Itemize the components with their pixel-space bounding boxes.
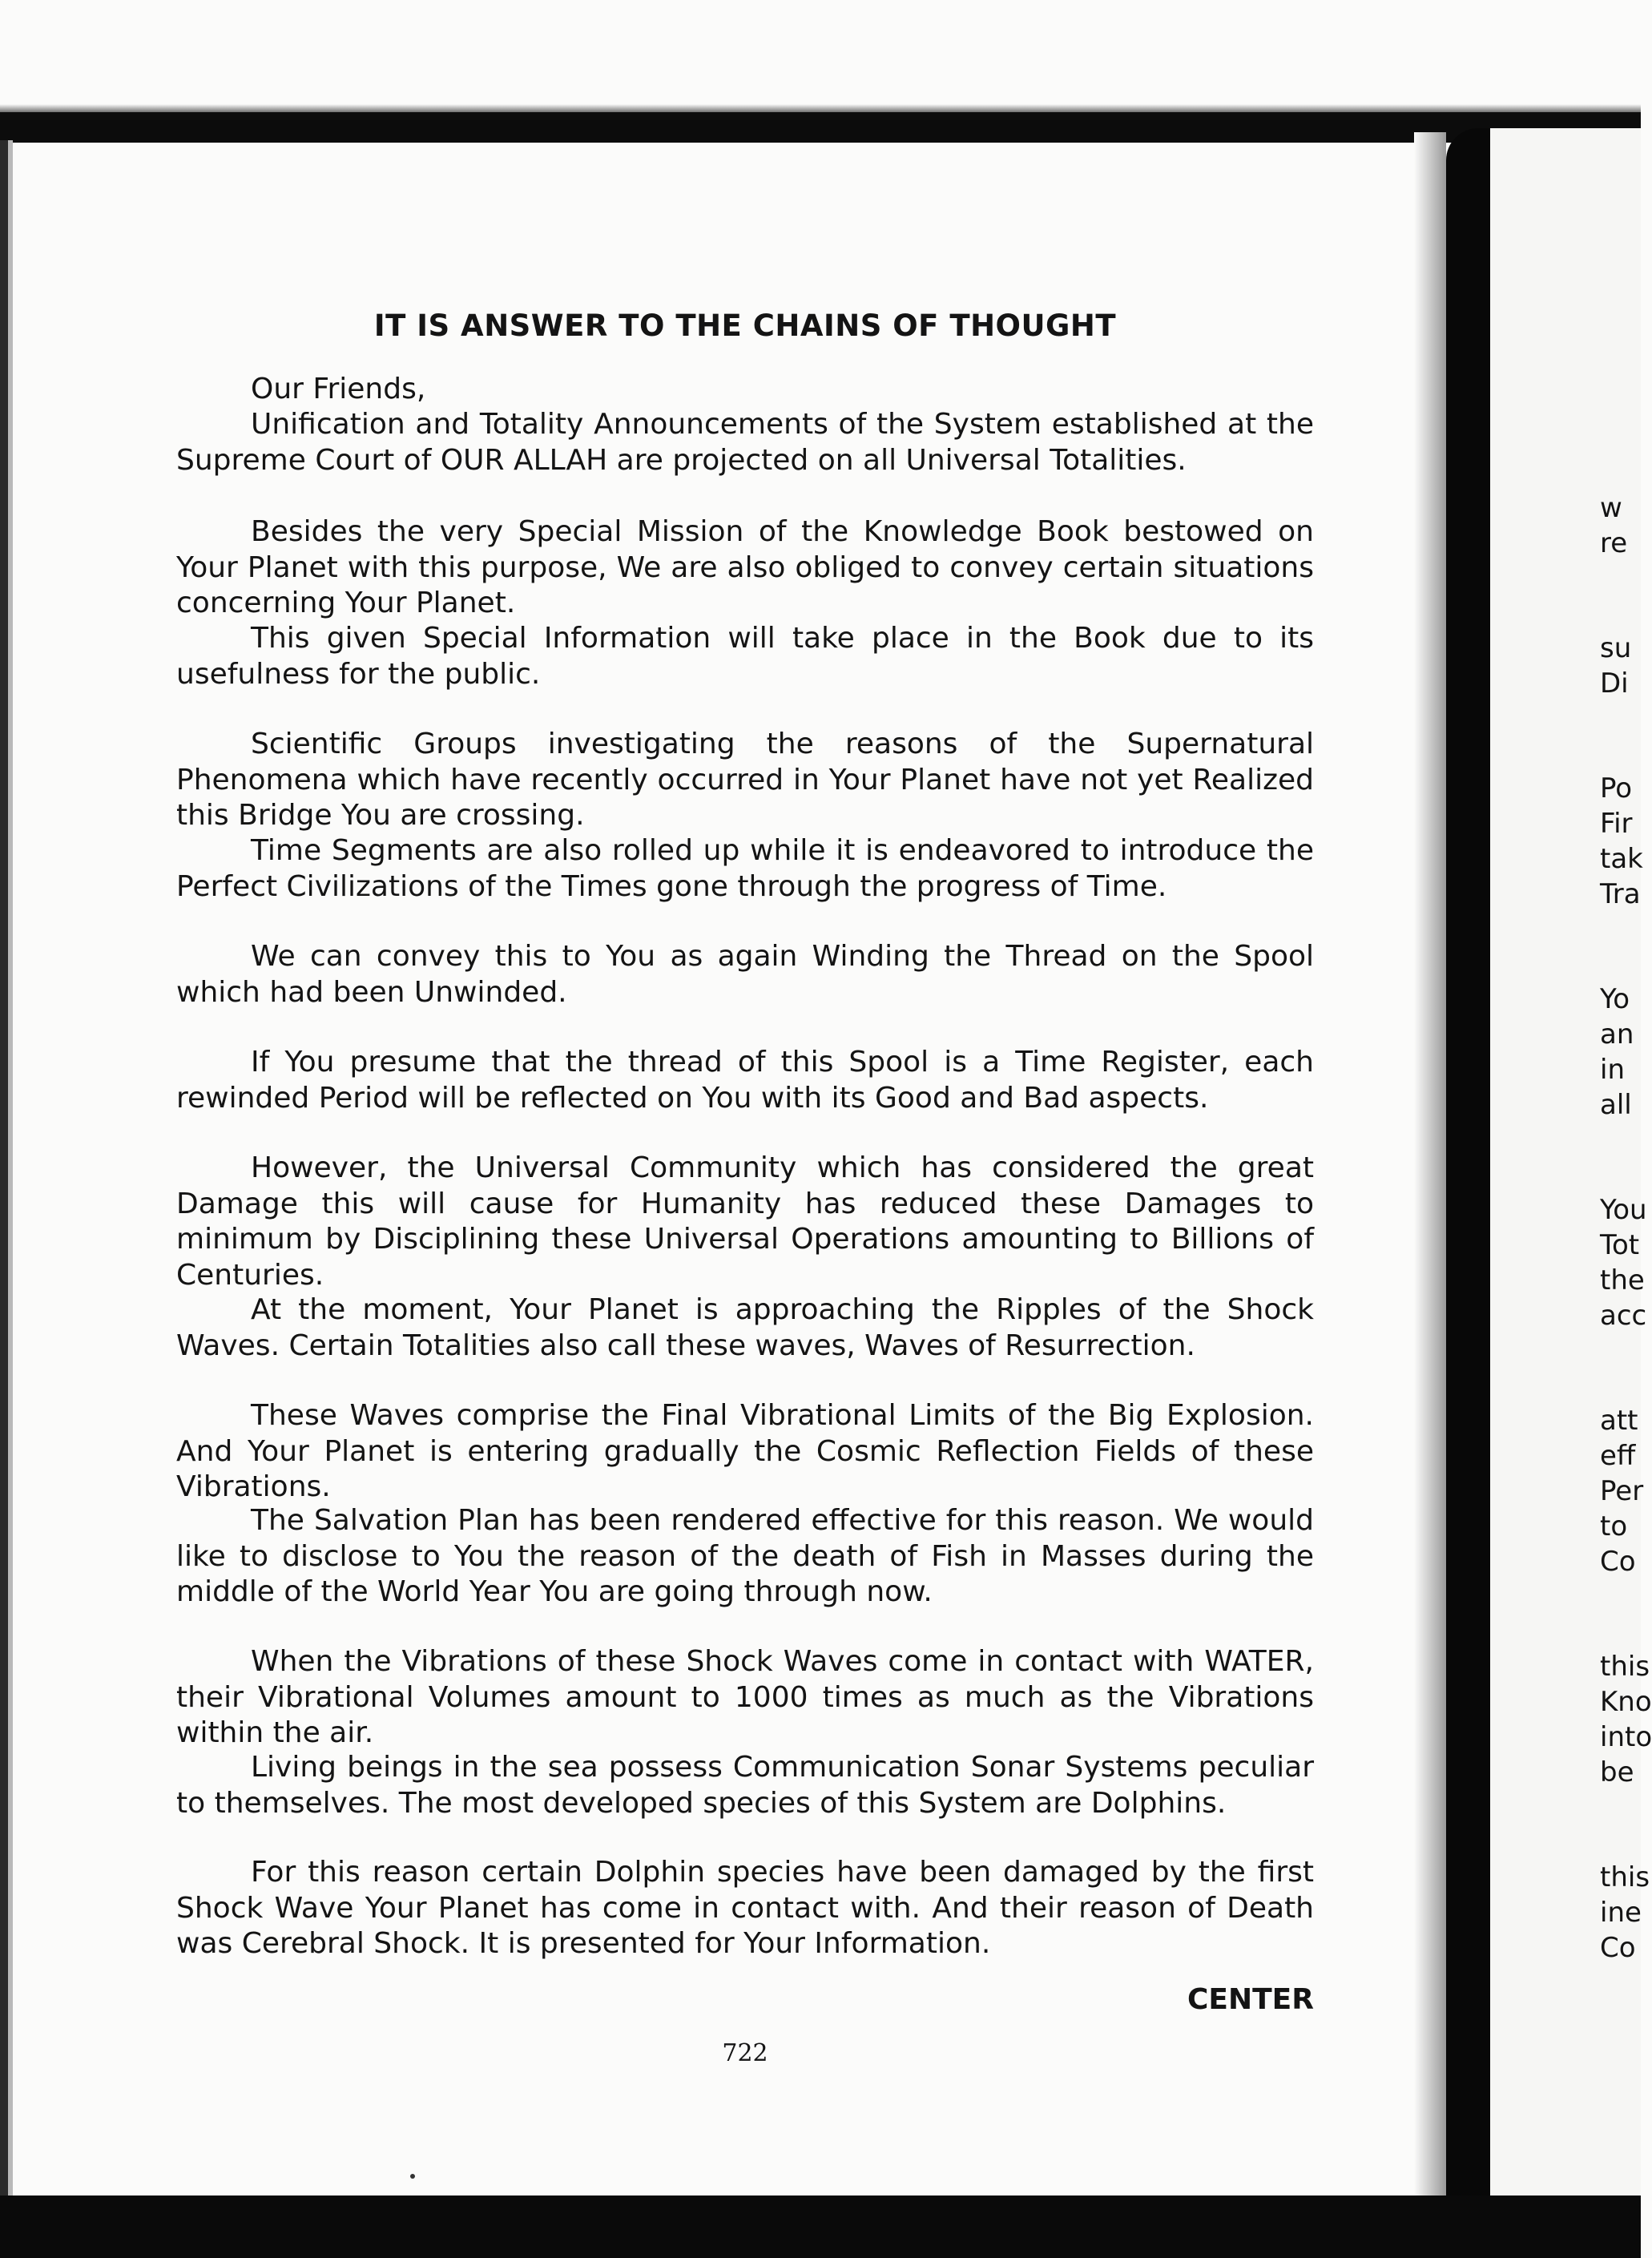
paragraph-text: This given Special Information will take place in the Book due to its usefulness for the public. (176, 622, 1314, 691)
facing-page-fragment: Kno (1600, 1686, 1652, 1718)
facing-page-fragment: an (1600, 1018, 1634, 1050)
gutter-shadow (1414, 132, 1446, 2200)
paragraph (176, 1750, 1314, 1821)
signature: CENTER (1187, 1983, 1314, 2016)
paragraph (176, 1855, 1314, 1962)
facing-page-fragment: re (1600, 527, 1628, 559)
paragraph-text: However, the Universal Community which has considered the great Damage this will cause for Humanity has reduced these Damages to minimum by Disciplining these Universal Operations amounting to Billions of Centuries. (176, 1151, 1314, 1292)
facing-page-fragment: all (1600, 1089, 1632, 1121)
paragraph-text: The Salvation Plan has been rendered effective for this reason. We would like to disclose to You the reason of the death of Fish in Masses during the middle of the World Year You are going through now. (176, 1504, 1314, 1608)
page-number: 722 (722, 2039, 768, 2067)
facing-page-fragment: this (1600, 1861, 1650, 1893)
facing-page-fragment: su (1600, 632, 1632, 664)
paragraph (176, 1151, 1314, 1293)
paragraph (176, 1398, 1314, 1506)
facing-page-fragment: Tra (1600, 878, 1641, 910)
paragraph-text: We can convey this to You as again Winding the Thread on the Spool which had been Unwinded. (176, 940, 1314, 1009)
facing-page-fragment: Po (1600, 772, 1633, 804)
book-spine (1446, 128, 1490, 2204)
facing-page-fragment: ine (1600, 1897, 1642, 1929)
paragraph (176, 1644, 1314, 1752)
facing-page-fragment: acc (1600, 1300, 1647, 1332)
facing-page-fragment: w (1600, 492, 1622, 524)
paragraph (176, 833, 1314, 905)
page-edge-left (8, 140, 13, 2204)
paragraph-text: Unification and Totality Announcements of the System established at the Supreme Court of OUR ALLAH are projected on all Universal Totalities. (176, 408, 1314, 477)
facing-page-fragment: att (1600, 1405, 1638, 1437)
paragraph-text: When the Vibrations of these Shock Waves come in contact with WATER, their Vibrational Volumes amount to 1000 times as much as the Vibrations within the air. (176, 1645, 1314, 1749)
paragraph (176, 514, 1314, 622)
facing-page-fragment: Yo (1600, 983, 1630, 1015)
facing-page-fragment: Di (1600, 667, 1629, 700)
facing-page-fragment: Per (1600, 1475, 1644, 1507)
facing-page-fragment: Co (1600, 1546, 1636, 1578)
paragraph-text: At the moment, Your Planet is approaching the Ripples of the Shock Waves. Certain Totalities also call these waves, Waves of Resurrection. (176, 1293, 1314, 1362)
paragraph (176, 1503, 1314, 1611)
scan-border-bottom (0, 2196, 1641, 2258)
paragraph-text: Time Segments are also rolled up while it is endeavored to introduce the Perfect Civilizations of the Times gone through the progress of Time. (176, 834, 1314, 903)
paragraph-text: Scientific Groups investigating the reasons of the Supernatural Phenomena which have recently occurred in Your Planet have not yet Realized this Bridge You are crossing. (176, 728, 1314, 832)
paragraph (176, 1292, 1314, 1364)
paragraph (176, 1045, 1314, 1116)
facing-page-fragment: eff (1600, 1440, 1636, 1472)
facing-page-fragment: You (1600, 1194, 1647, 1226)
paragraph-text: Living beings in the sea possess Communication Sonar Systems peculiar to themselves. The most developed species of this System are Dolphins. (176, 1751, 1314, 1820)
facing-page-fragment: Co (1600, 1932, 1636, 1964)
paragraph (176, 727, 1314, 834)
page-title: IT IS ANSWER TO THE CHAINS OF THOUGHT (373, 308, 1117, 343)
paragraph-text: These Waves comprise the Final Vibrational Limits of the Big Explosion. And Your Planet is entering gradually the Cosmic Reflection Fields of these Vibrations. (176, 1399, 1314, 1503)
facing-page-fragment: to (1600, 1510, 1628, 1542)
salutation: Our Friends, (251, 373, 426, 405)
facing-page-fragment: Tot (1600, 1229, 1640, 1261)
scan-speck (410, 2174, 415, 2179)
paragraph-text: For this reason certain Dolphin species have been damaged by the first Shock Wave Your Planet has come in contact with. And their reason of Death was Cerebral Shock. It is presented for Your Information. (176, 1856, 1314, 1960)
paragraph (176, 621, 1314, 692)
facing-page-fragment: this (1600, 1651, 1650, 1683)
paragraph-text: If You presume that the thread of this Spool is a Time Register, each rewinded Period will be reflected on You with its Good and Bad aspects. (176, 1046, 1314, 1115)
paragraph-text: Besides the very Special Mission of the Knowledge Book bestowed on Your Planet with this purpose, We are also obliged to convey certain situations concerning Your Planet. (176, 515, 1314, 619)
facing-page-fragment: Fir (1600, 808, 1633, 840)
scan-border-top (0, 112, 1641, 143)
facing-page-fragment: into (1600, 1721, 1652, 1753)
facing-page-fragment: in (1600, 1054, 1625, 1086)
paragraph (176, 939, 1314, 1010)
scan-border-left (0, 140, 8, 2204)
facing-page-fragment: be (1600, 1756, 1634, 1788)
facing-page-fragment: tak (1600, 843, 1643, 875)
facing-page-fragment: the (1600, 1264, 1645, 1296)
paragraph (176, 407, 1314, 478)
